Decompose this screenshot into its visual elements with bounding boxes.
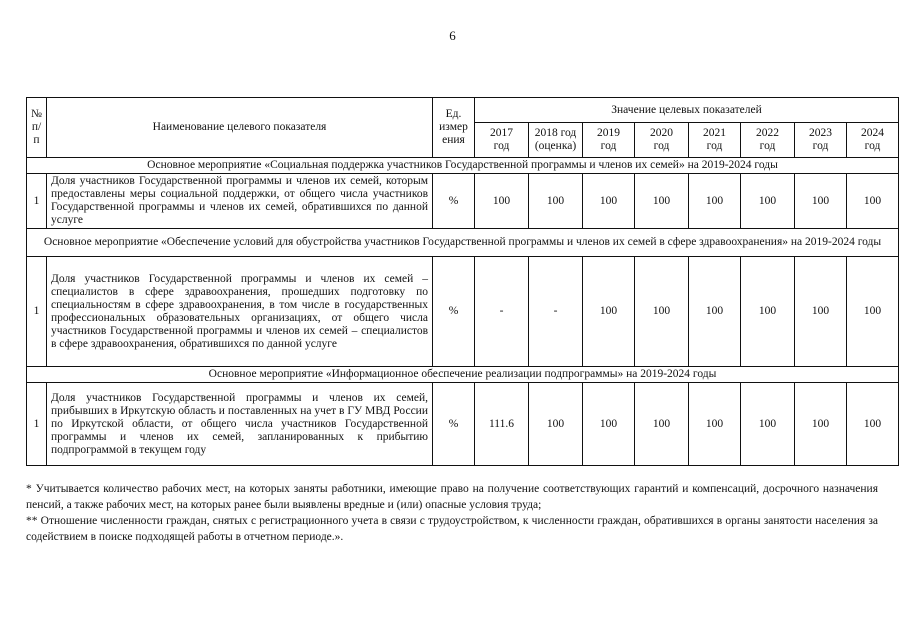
value-cell: 100: [475, 174, 529, 229]
unit-cell: %: [433, 383, 475, 466]
value-cell: 100: [583, 383, 635, 466]
table-row: [27, 174, 899, 229]
unit-cell: %: [433, 174, 475, 229]
value-cell: 100: [847, 383, 899, 466]
value-cell: 100: [635, 257, 689, 367]
value-cell: 100: [635, 383, 689, 466]
section-title: Основное мероприятие «Обеспечение условий для обустройства участников Государственной программы и членов их семей в сфере здравоохранения» на 2019-2024 годы: [27, 229, 899, 257]
value-cell: 100: [635, 174, 689, 229]
value-cell: 100: [847, 174, 899, 229]
header-num: № п/п: [27, 98, 47, 158]
value-cell: 100: [689, 383, 741, 466]
year-header: 2022 год: [741, 123, 795, 158]
year-header: 2018 год (оценка): [529, 123, 583, 158]
value-cell: 100: [741, 257, 795, 367]
value-cell: 100: [847, 257, 899, 367]
year-header: 2024 год: [847, 123, 899, 158]
value-cell: 100: [529, 383, 583, 466]
year-header: 2021 год: [689, 123, 741, 158]
unit-cell: %: [433, 257, 475, 367]
value-cell: 111.6: [475, 383, 529, 466]
header-values-group: Значение целевых показателей: [475, 98, 899, 123]
year-header: 2023 год: [795, 123, 847, 158]
target-indicators-table: [26, 97, 899, 466]
year-header: 2019 год: [583, 123, 635, 158]
table-row: [27, 257, 899, 367]
indicator-name: Доля участников Государственной программы и членов их семей, которым предоставлены меры социальной поддержки, от общего числа участников Государственной программы и членов их семей, обратившихся по данной услуге: [47, 174, 433, 229]
value-cell: 100: [529, 174, 583, 229]
footnote-1: * Учитывается количество рабочих мест, на которых заняты работники, имеющие право на получение соответствующих гарантий и компенсаций, досрочного назначения пенсий, а также рабочих мест, на которых ранее были выявлены вредные и (или) опасные условия труда;: [26, 483, 878, 511]
value-cell: -: [475, 257, 529, 367]
value-cell: 100: [741, 383, 795, 466]
year-header: 2017 год: [475, 123, 529, 158]
section-title-row: [27, 158, 899, 174]
section-title-row: [27, 367, 899, 383]
page-number: 6: [449, 28, 456, 43]
table-row: [27, 383, 899, 466]
year-header: 2020 год: [635, 123, 689, 158]
value-cell: 100: [583, 174, 635, 229]
header-name: Наименование целевого показателя: [47, 98, 433, 158]
section-title-row: [27, 229, 899, 257]
value-cell: 100: [795, 383, 847, 466]
value-cell: 100: [689, 174, 741, 229]
row-num: 1: [27, 383, 47, 466]
value-cell: 100: [689, 257, 741, 367]
footnotes: [26, 481, 878, 545]
indicator-name: Доля участников Государственной программы и членов их семей – специалистов в сфере здравоохранения, прошедших подготовку по специальностям в сфере здравоохранения, в том числе в государственных профессиональных образовательных организациях, от общего числа участников Государственной программы и членов их семей – специалистов в сфере здравоохранения, обратившихся по данной услуге: [47, 257, 433, 367]
value-cell: 100: [583, 257, 635, 367]
value-cell: 100: [795, 257, 847, 367]
table-header-row: [27, 98, 899, 123]
footnote-2: ** Отношение численности граждан, снятых с регистрационного учета в связи с трудоустройством, к численности граждан, обратившихся в органы занятости населения за содействием в поиске подходящей работы в отчетном периоде.».: [26, 515, 878, 543]
header-unit: Ед. измер ения: [433, 98, 475, 158]
row-num: 1: [27, 174, 47, 229]
row-num: 1: [27, 257, 47, 367]
value-cell: -: [529, 257, 583, 367]
value-cell: 100: [741, 174, 795, 229]
value-cell: 100: [795, 174, 847, 229]
indicator-name: Доля участников Государственной программы и членов их семей, прибывших в Иркутскую область и поставленных на учет в ГУ МВД России по Иркутской области, от общего числа участников Государственной программы и членов их семей, запланированных к прибытию подпрограммой в текущем году: [47, 383, 433, 466]
section-title: Основное мероприятие «Социальная поддержка участников Государственной программы и членов их семей» на 2019-2024 годы: [27, 158, 899, 174]
section-title: Основное мероприятие «Информационное обеспечение реализации подпрограммы» на 2019-2024 годы: [27, 367, 899, 383]
